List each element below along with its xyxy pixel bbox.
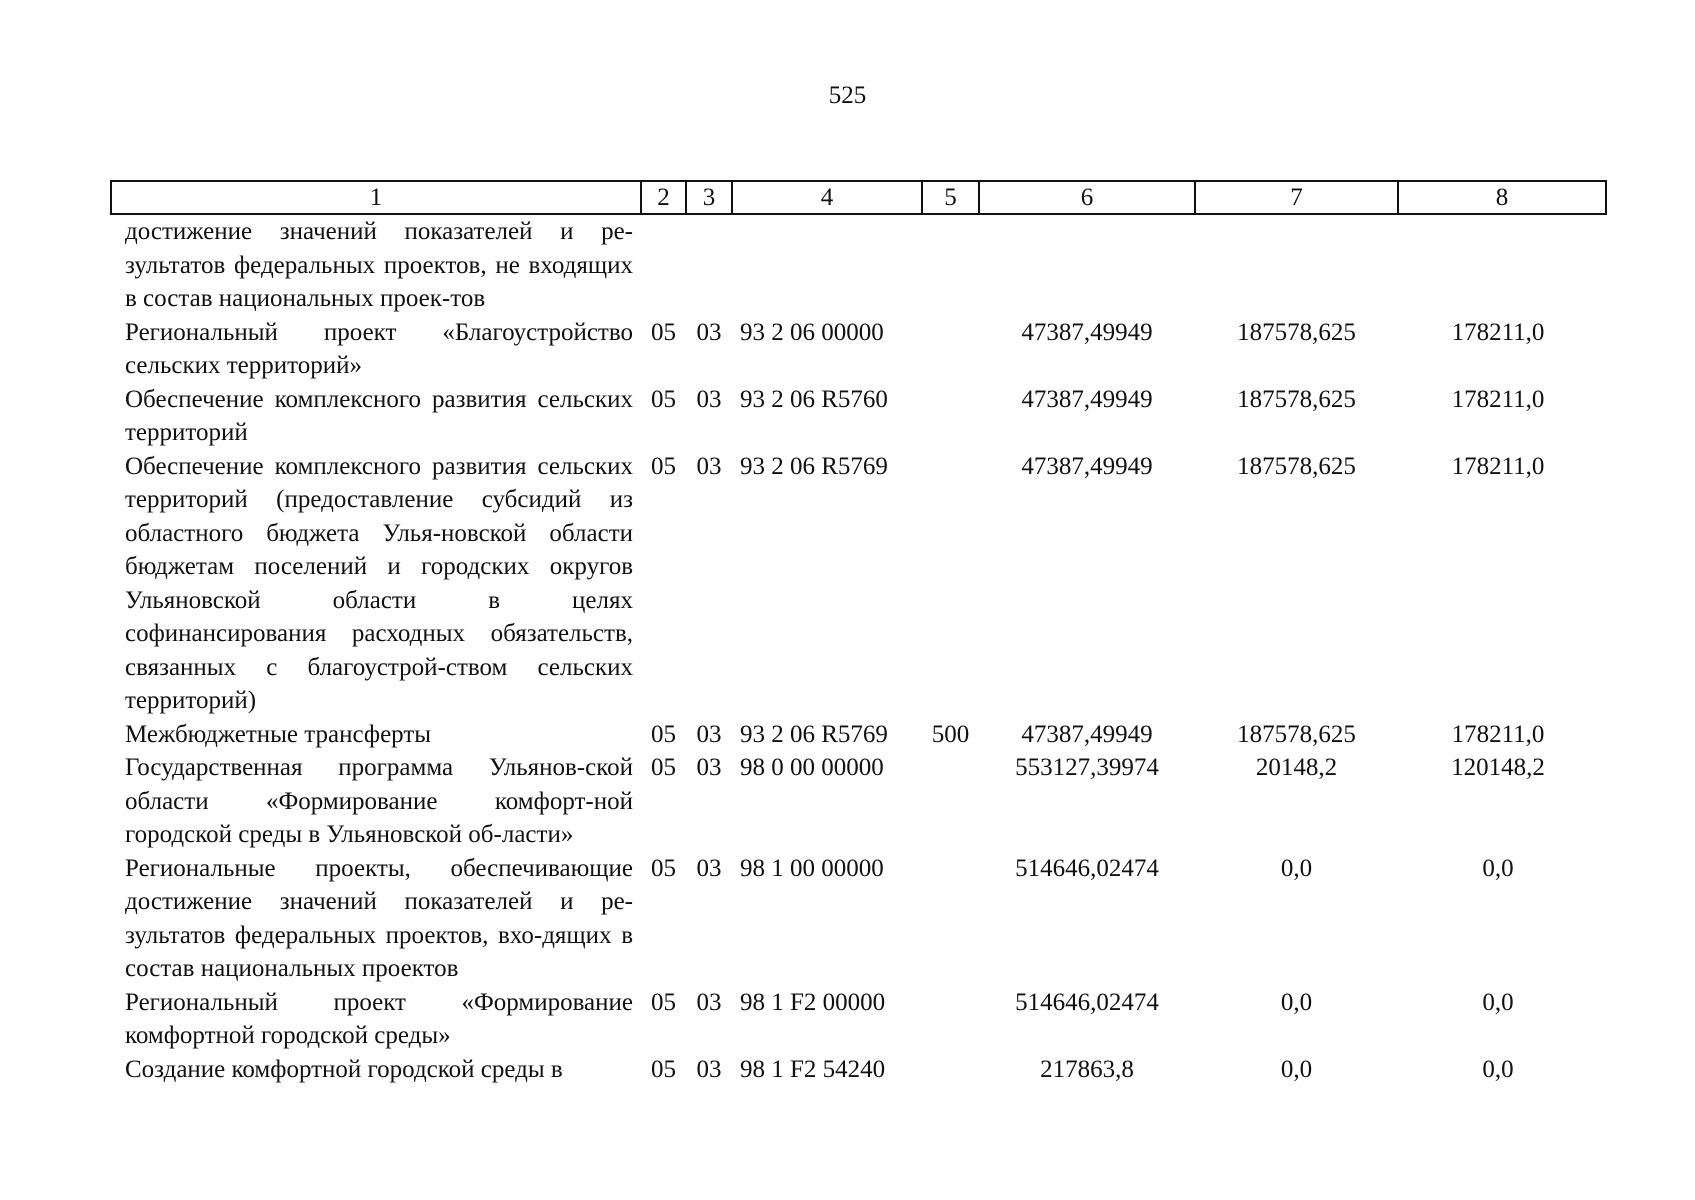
amount-col7-cell: 0,0 bbox=[1280, 854, 1313, 882]
amount-col7-cell bbox=[1195, 214, 1398, 316]
expense-name-cell: Региональные проекты, обеспечивающие достижение значений показателей и ре-зультатов федеральных проектов, вхо-дящих в состав национальных проектов bbox=[125, 854, 633, 982]
section-code-cell: 05 bbox=[651, 452, 676, 480]
section-code-cell: 05 bbox=[651, 988, 676, 1016]
expense-type-cell bbox=[922, 986, 979, 1053]
amount-col8-cell: 0,0 bbox=[1482, 988, 1514, 1016]
table-row bbox=[111, 986, 1606, 1053]
amount-col7-cell: 0,0 bbox=[1280, 1055, 1313, 1083]
table-row bbox=[111, 214, 1606, 316]
amount-col6-cell: 47387,49949 bbox=[1021, 720, 1153, 748]
section-code-cell: 05 bbox=[651, 318, 676, 346]
amount-col7-cell: 0,0 bbox=[1280, 988, 1313, 1016]
subsection-code-cell: 03 bbox=[696, 385, 722, 413]
section-code-cell: 05 bbox=[651, 854, 676, 882]
column-header-7: 7 bbox=[1195, 181, 1398, 214]
expense-type-cell bbox=[922, 450, 979, 718]
target-article-cell: 93 2 06 00000 bbox=[740, 318, 884, 346]
subsection-code-cell: 03 bbox=[696, 720, 722, 748]
expense-name-cell: достижение значений показателей и ре-зультатов федеральных проектов, не входящих в состав национальных проек-тов bbox=[125, 218, 633, 312]
expense-type-cell bbox=[922, 852, 979, 986]
expense-type-cell bbox=[922, 316, 979, 383]
table-row bbox=[111, 383, 1606, 450]
amount-col6-cell bbox=[979, 214, 1195, 316]
amount-col8-cell: 120148,2 bbox=[1451, 754, 1545, 781]
subsection-code-cell: 03 bbox=[696, 754, 722, 781]
column-header-8: 8 bbox=[1398, 181, 1606, 214]
subsection-code-cell: 03 bbox=[696, 988, 722, 1016]
expense-type-cell bbox=[922, 214, 979, 316]
section-code-cell: 05 bbox=[651, 1055, 676, 1083]
table-row bbox=[111, 1053, 1606, 1087]
amount-col8-cell: 178211,0 bbox=[1451, 720, 1545, 748]
table-row bbox=[111, 316, 1606, 383]
subsection-code-cell: 03 bbox=[696, 1055, 722, 1083]
column-header-6: 6 bbox=[979, 181, 1195, 214]
column-header-4: 4 bbox=[732, 181, 922, 214]
column-header-1: 1 bbox=[111, 181, 641, 214]
target-article-cell: 98 0 00 00000 bbox=[740, 754, 884, 781]
expense-name-cell: Межбюджетные трансферты bbox=[125, 720, 432, 748]
amount-col7-cell: 187578,625 bbox=[1237, 452, 1356, 480]
target-article-cell: 98 1 00 00000 bbox=[740, 854, 884, 882]
section-code-cell bbox=[641, 214, 686, 316]
expense-type-cell bbox=[922, 383, 979, 450]
amount-col6-cell: 217863,8 bbox=[1040, 1055, 1134, 1083]
amount-col8-cell: 178211,0 bbox=[1451, 452, 1545, 480]
expense-name-cell: Обеспечение комплексного развития сельских территорий (предоставление субсидий из областного бюджета Улья-новской области бюджетам поселений и городских округов Ульяновской области в целях софинансирования расходных обязательств, связанных с благоустрой-ством сельских территорий) bbox=[125, 452, 633, 714]
table-row bbox=[111, 751, 1606, 852]
amount-col7-cell: 20148,2 bbox=[1255, 754, 1338, 781]
expense-name-cell: Обеспечение комплексного развития сельских территорий bbox=[125, 385, 633, 446]
amount-col8-cell: 178211,0 bbox=[1451, 385, 1545, 413]
target-article-cell bbox=[732, 214, 922, 316]
table-header bbox=[111, 181, 1606, 214]
subsection-code-cell bbox=[686, 214, 732, 316]
amount-col7-cell: 187578,625 bbox=[1237, 385, 1356, 413]
expense-type-cell: 500 bbox=[931, 720, 970, 748]
subsection-code-cell: 03 bbox=[696, 318, 722, 346]
amount-col8-cell: 0,0 bbox=[1482, 1055, 1514, 1083]
expense-type-cell bbox=[922, 1053, 979, 1087]
expense-name-cell: Региональный проект «Формирование комфортной городской среды» bbox=[125, 988, 633, 1049]
amount-col6-cell: 514646,02474 bbox=[1015, 854, 1159, 882]
budget-table bbox=[110, 180, 1607, 1086]
amount-col7-cell: 187578,625 bbox=[1237, 720, 1356, 748]
table-row bbox=[111, 718, 1606, 752]
target-article-cell: 98 1 F2 54240 bbox=[740, 1055, 886, 1083]
column-header-5: 5 bbox=[922, 181, 979, 214]
amount-col6-cell: 553127,39974 bbox=[1015, 754, 1159, 781]
column-header-3: 3 bbox=[686, 181, 732, 214]
amount-col6-cell: 47387,49949 bbox=[1021, 385, 1153, 413]
column-header-2: 2 bbox=[641, 181, 686, 214]
page-number: 525 bbox=[828, 82, 867, 109]
subsection-code-cell: 03 bbox=[696, 452, 722, 480]
amount-col6-cell: 514646,02474 bbox=[1015, 988, 1159, 1016]
target-article-cell: 93 2 06 R5769 bbox=[740, 720, 888, 748]
table-row bbox=[111, 450, 1606, 718]
expense-name-cell: Региональный проект «Благоустройство сельских территорий» bbox=[125, 318, 633, 379]
amount-col6-cell: 47387,49949 bbox=[1021, 318, 1153, 346]
target-article-cell: 93 2 06 R5769 bbox=[740, 452, 888, 480]
section-code-cell: 05 bbox=[651, 720, 676, 748]
table-body bbox=[111, 214, 1606, 1086]
amount-col8-cell: 178211,0 bbox=[1451, 318, 1545, 346]
section-code-cell: 05 bbox=[651, 754, 676, 781]
target-article-cell: 98 1 F2 00000 bbox=[740, 988, 886, 1016]
header-row bbox=[111, 181, 1606, 214]
expense-name-cell: Создание комфортной городской среды в bbox=[125, 1055, 563, 1083]
table-row bbox=[111, 852, 1606, 986]
amount-col8-cell: 0,0 bbox=[1482, 854, 1514, 882]
expense-name-cell: Государственная программа Ульянов-ской области «Формирование комфорт-ной городской среды в Ульяновской об-ласти» bbox=[125, 754, 633, 848]
amount-col7-cell: 187578,625 bbox=[1237, 318, 1356, 346]
subsection-code-cell: 03 bbox=[696, 854, 722, 882]
expense-type-cell bbox=[922, 751, 979, 852]
amount-col8-cell bbox=[1398, 214, 1606, 316]
target-article-cell: 93 2 06 R5760 bbox=[740, 385, 888, 413]
section-code-cell: 05 bbox=[651, 385, 676, 413]
amount-col6-cell: 47387,49949 bbox=[1021, 452, 1153, 480]
